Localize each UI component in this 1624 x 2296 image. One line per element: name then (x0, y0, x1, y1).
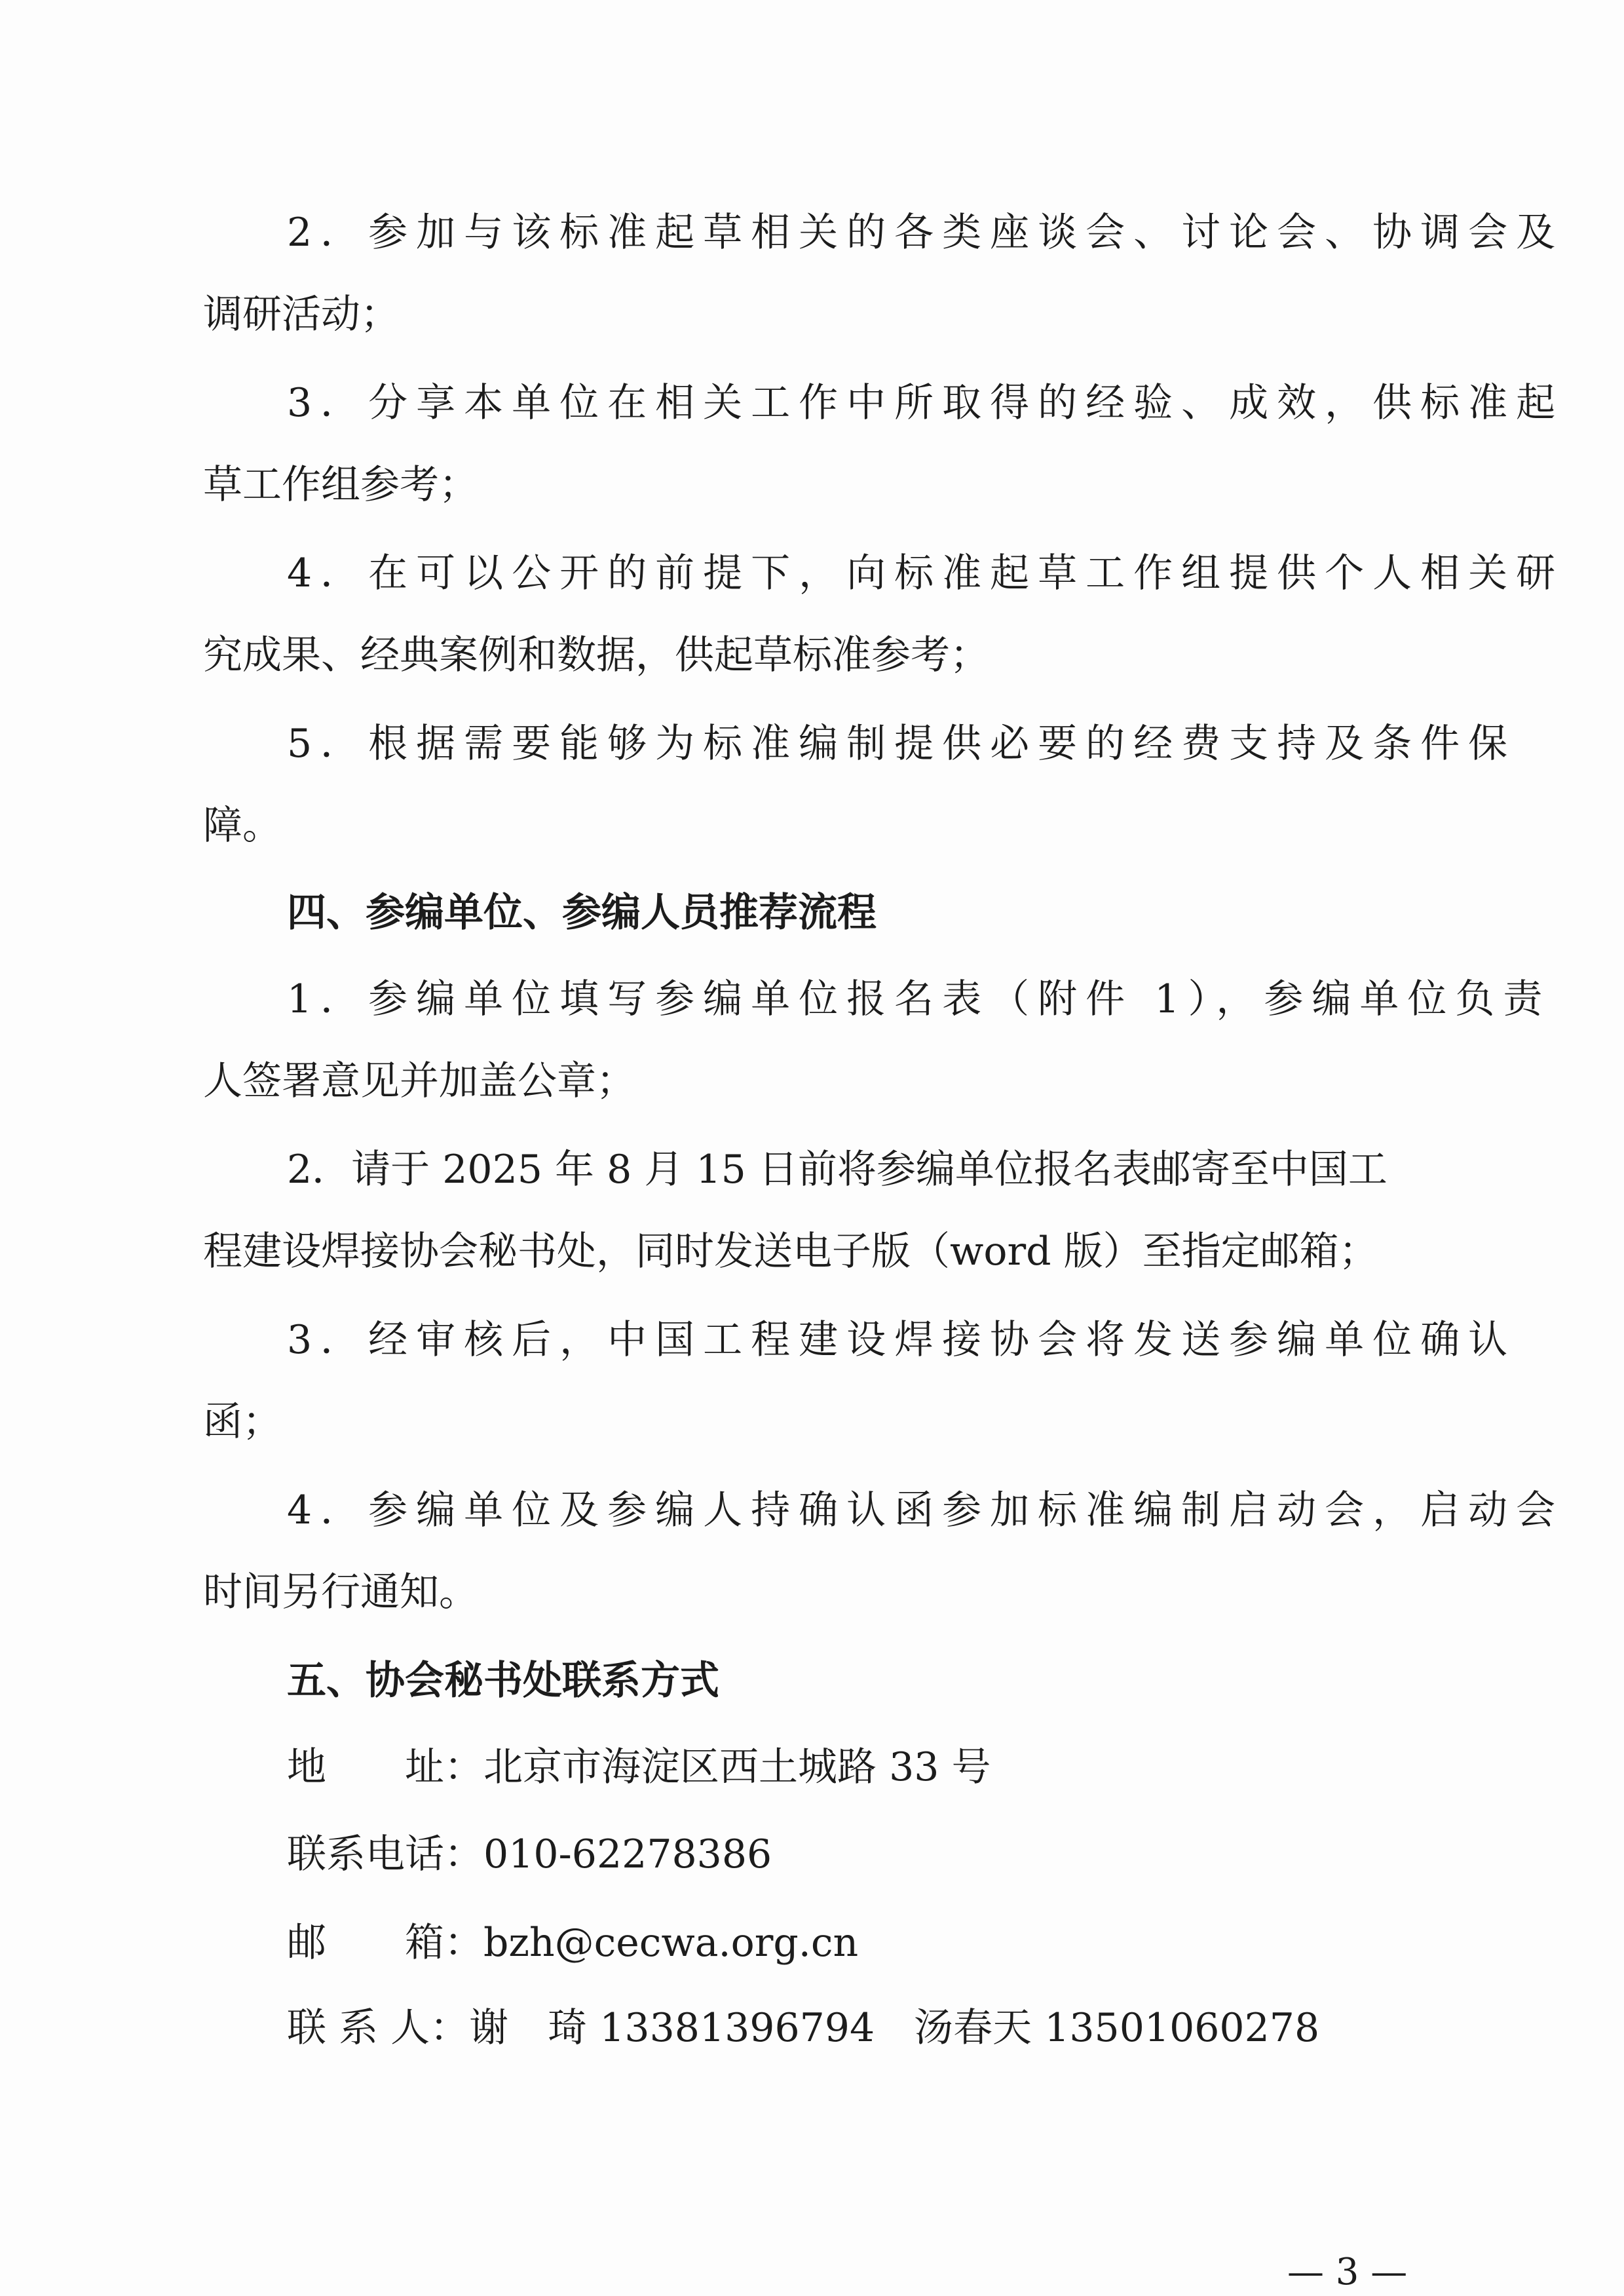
step-4-line-1: 4．参编单位及参编人持确认函参加标准编制启动会，启动会 (287, 1487, 1564, 1533)
phone-row (287, 1831, 772, 1877)
item-2-line-1: 2．参加与该标准起草相关的各类座谈会、讨论会、协调会及 (287, 210, 1564, 256)
step-3-line-2: 函； (203, 1399, 282, 1445)
step-1-line-2: 人签署意见并加盖公章； (203, 1058, 635, 1104)
section-4-heading: 四、参编单位、参编人员推荐流程 (287, 890, 877, 936)
step-4-line-2: 时间另行通知。 (203, 1569, 478, 1615)
step-1-line-1: 1．参编单位填写参编单位报名表（附件 1），参编单位负责 (287, 976, 1551, 1022)
email-row (287, 1920, 859, 1966)
email-value: bzh@cecwa.org.cn (483, 1920, 859, 1966)
section-5-heading: 五、协会秘书处联系方式 (287, 1658, 719, 1704)
step-3-line-1: 3．经审核后，中国工程建设焊接协会将发送参编单位确认 (287, 1317, 1517, 1363)
item-5-line-1: 5．根据需要能够为标准编制提供必要的经费支持及条件保 (287, 721, 1517, 767)
phone-value: 010-62278386 (483, 1831, 772, 1877)
contact-person-label: 联 系 人： (287, 2005, 470, 2051)
item-4-line-1: 4．在可以公开的前提下，向标准起草工作组提供个人相关研 (287, 550, 1564, 596)
step-2-line-1: 2．请于 2025 年 8 月 15 日前将参编单位报名表邮寄至中国工 (287, 1147, 1388, 1193)
item-3-line-1: 3．分享本单位在相关工作中所取得的经验、成效，供标准起 (287, 380, 1564, 426)
item-5-line-2: 障。 (203, 803, 282, 849)
step-2-line-2: 程建设焊接协会秘书处，同时发送电子版（word 版）至指定邮箱； (203, 1229, 1378, 1274)
item-2-line-2: 调研活动； (203, 292, 400, 337)
page-number: — 3 — (1287, 2251, 1408, 2293)
address-value: 北京市海淀区西土城路 33 号 (483, 1744, 991, 1790)
contact-person-row (287, 2005, 1320, 2051)
address-label: 地 址： (287, 1744, 483, 1790)
item-4-line-2: 究成果、经典案例和数据，供起草标准参考； (203, 632, 989, 678)
item-3-line-2: 草工作组参考； (203, 462, 478, 508)
email-label: 邮 箱： (287, 1920, 483, 1966)
phone-label: 联系电话： (287, 1831, 483, 1877)
contact-person-value: 谢 琦 13381396794 汤春天 13501060278 (469, 2005, 1320, 2051)
address-row (287, 1744, 991, 1790)
